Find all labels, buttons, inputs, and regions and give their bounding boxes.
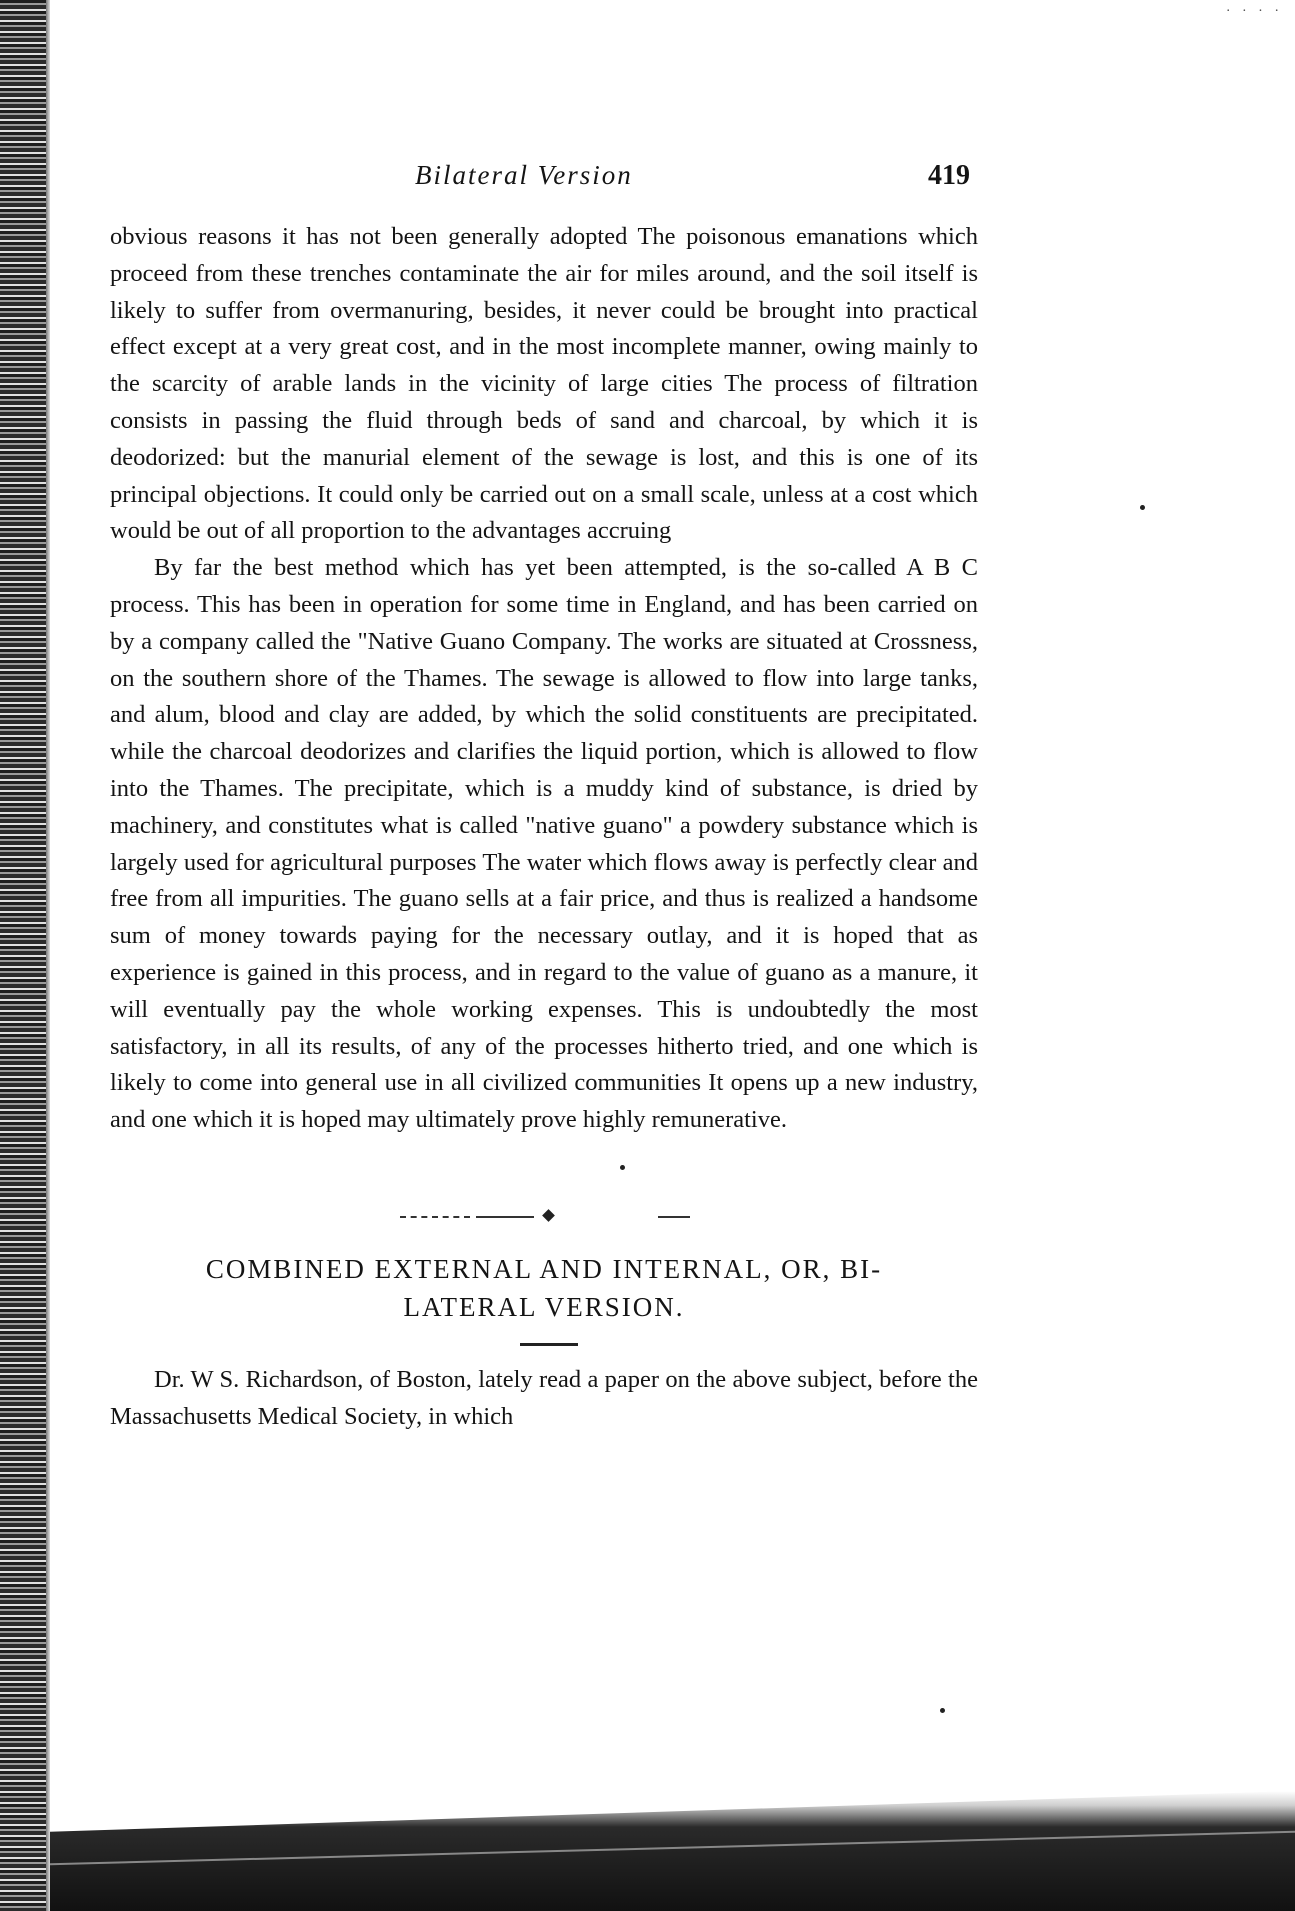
edge-shadow-band xyxy=(50,1791,1295,1911)
scan-artifact-dots: · · · · xyxy=(1225,4,1283,19)
spine-edge xyxy=(46,0,50,1911)
page-bottom-edge-shadow xyxy=(50,1776,1295,1911)
book-spine-shadow xyxy=(0,0,46,1911)
page-number: 419 xyxy=(928,160,970,191)
ornament-diamond-icon xyxy=(542,1209,555,1222)
running-head xyxy=(0,160,1295,200)
paragraph-continued: obvious reasons it has not been generally adopted The poisonous emanations which proceed from these trenches contaminate the air for miles around, and the soil itself is likely to suffer from overmanuring, besides, it never could be brought into practical effect except at a very great cost, and in the most incomplete manner, owing mainly to the scarcity of arable lands in the vicinity of large cities The process of filtration consists in passing the fluid through beds of sand and charcoal, by which it is deodorized: but the manurial element of the sewage is lost, and this is one of its principal objections. It could only be carried out on a small scale, unless at a cost which would be out of all proportion to the advantages accruing xyxy=(110,223,978,545)
body-text xyxy=(110,219,978,1139)
paragraph-abc-process: By far the best method which has yet been attempted, is the so-called A B C process. This has been in operation for some time in England, and has been carried on by a company called the "Native Guano Company. The works are situated at Crossness, on the southern shore of the Thames. The sewage is allowed to flow into large tanks, and alum, blood and clay are added, by which the solid constituents are precipitated. while the charcoal deodorizes and clarifies the liquid portion, which is allowed to flow into the Thames. The precipitate, which is a muddy kind of substance, is dried by machinery, and constitutes what is called "native guano" a powdery substance which is largely used for agricultural purposes The water which flows away is perfectly clear and free from all impurities. The guano sells at a fair price, and thus is realized a handsome sum of money towards paying for the necessary outlay, and it is hoped that as experience is gained in this process, and in regard to the value of guano as a manure, it will eventually pay the whole working expenses. This is undoubtedly the most satisfactory, in all its results, of any of the processes hitherto tried, and one which is likely to come into general use in all civilized communities It opens up a new industry, and one which it is hoped may ultimately prove highly remunerative. xyxy=(110,554,978,1134)
ink-speck xyxy=(620,1165,625,1170)
ornament-dashed-rule xyxy=(400,1216,470,1218)
ink-speck xyxy=(940,1708,945,1713)
section-heading xyxy=(110,1250,978,1326)
paragraph-richardson: Dr. W S. Richardson, of Boston, lately read a paper on the above subject, before the Massachusetts Medical Society, in which xyxy=(110,1366,978,1430)
section-heading-line-1: COMBINED EXTERNAL AND INTERNAL, OR, BI- xyxy=(205,1254,883,1284)
ornament-rule xyxy=(476,1216,534,1218)
section-divider-ornament xyxy=(400,1210,700,1224)
section-text xyxy=(110,1362,978,1436)
running-title: Bilateral Version xyxy=(415,160,633,190)
heading-rule xyxy=(520,1343,578,1346)
ink-speck xyxy=(1140,505,1145,510)
ornament-short-rule xyxy=(658,1216,690,1218)
section-heading-line-2: LATERAL VERSION. xyxy=(403,1292,685,1322)
